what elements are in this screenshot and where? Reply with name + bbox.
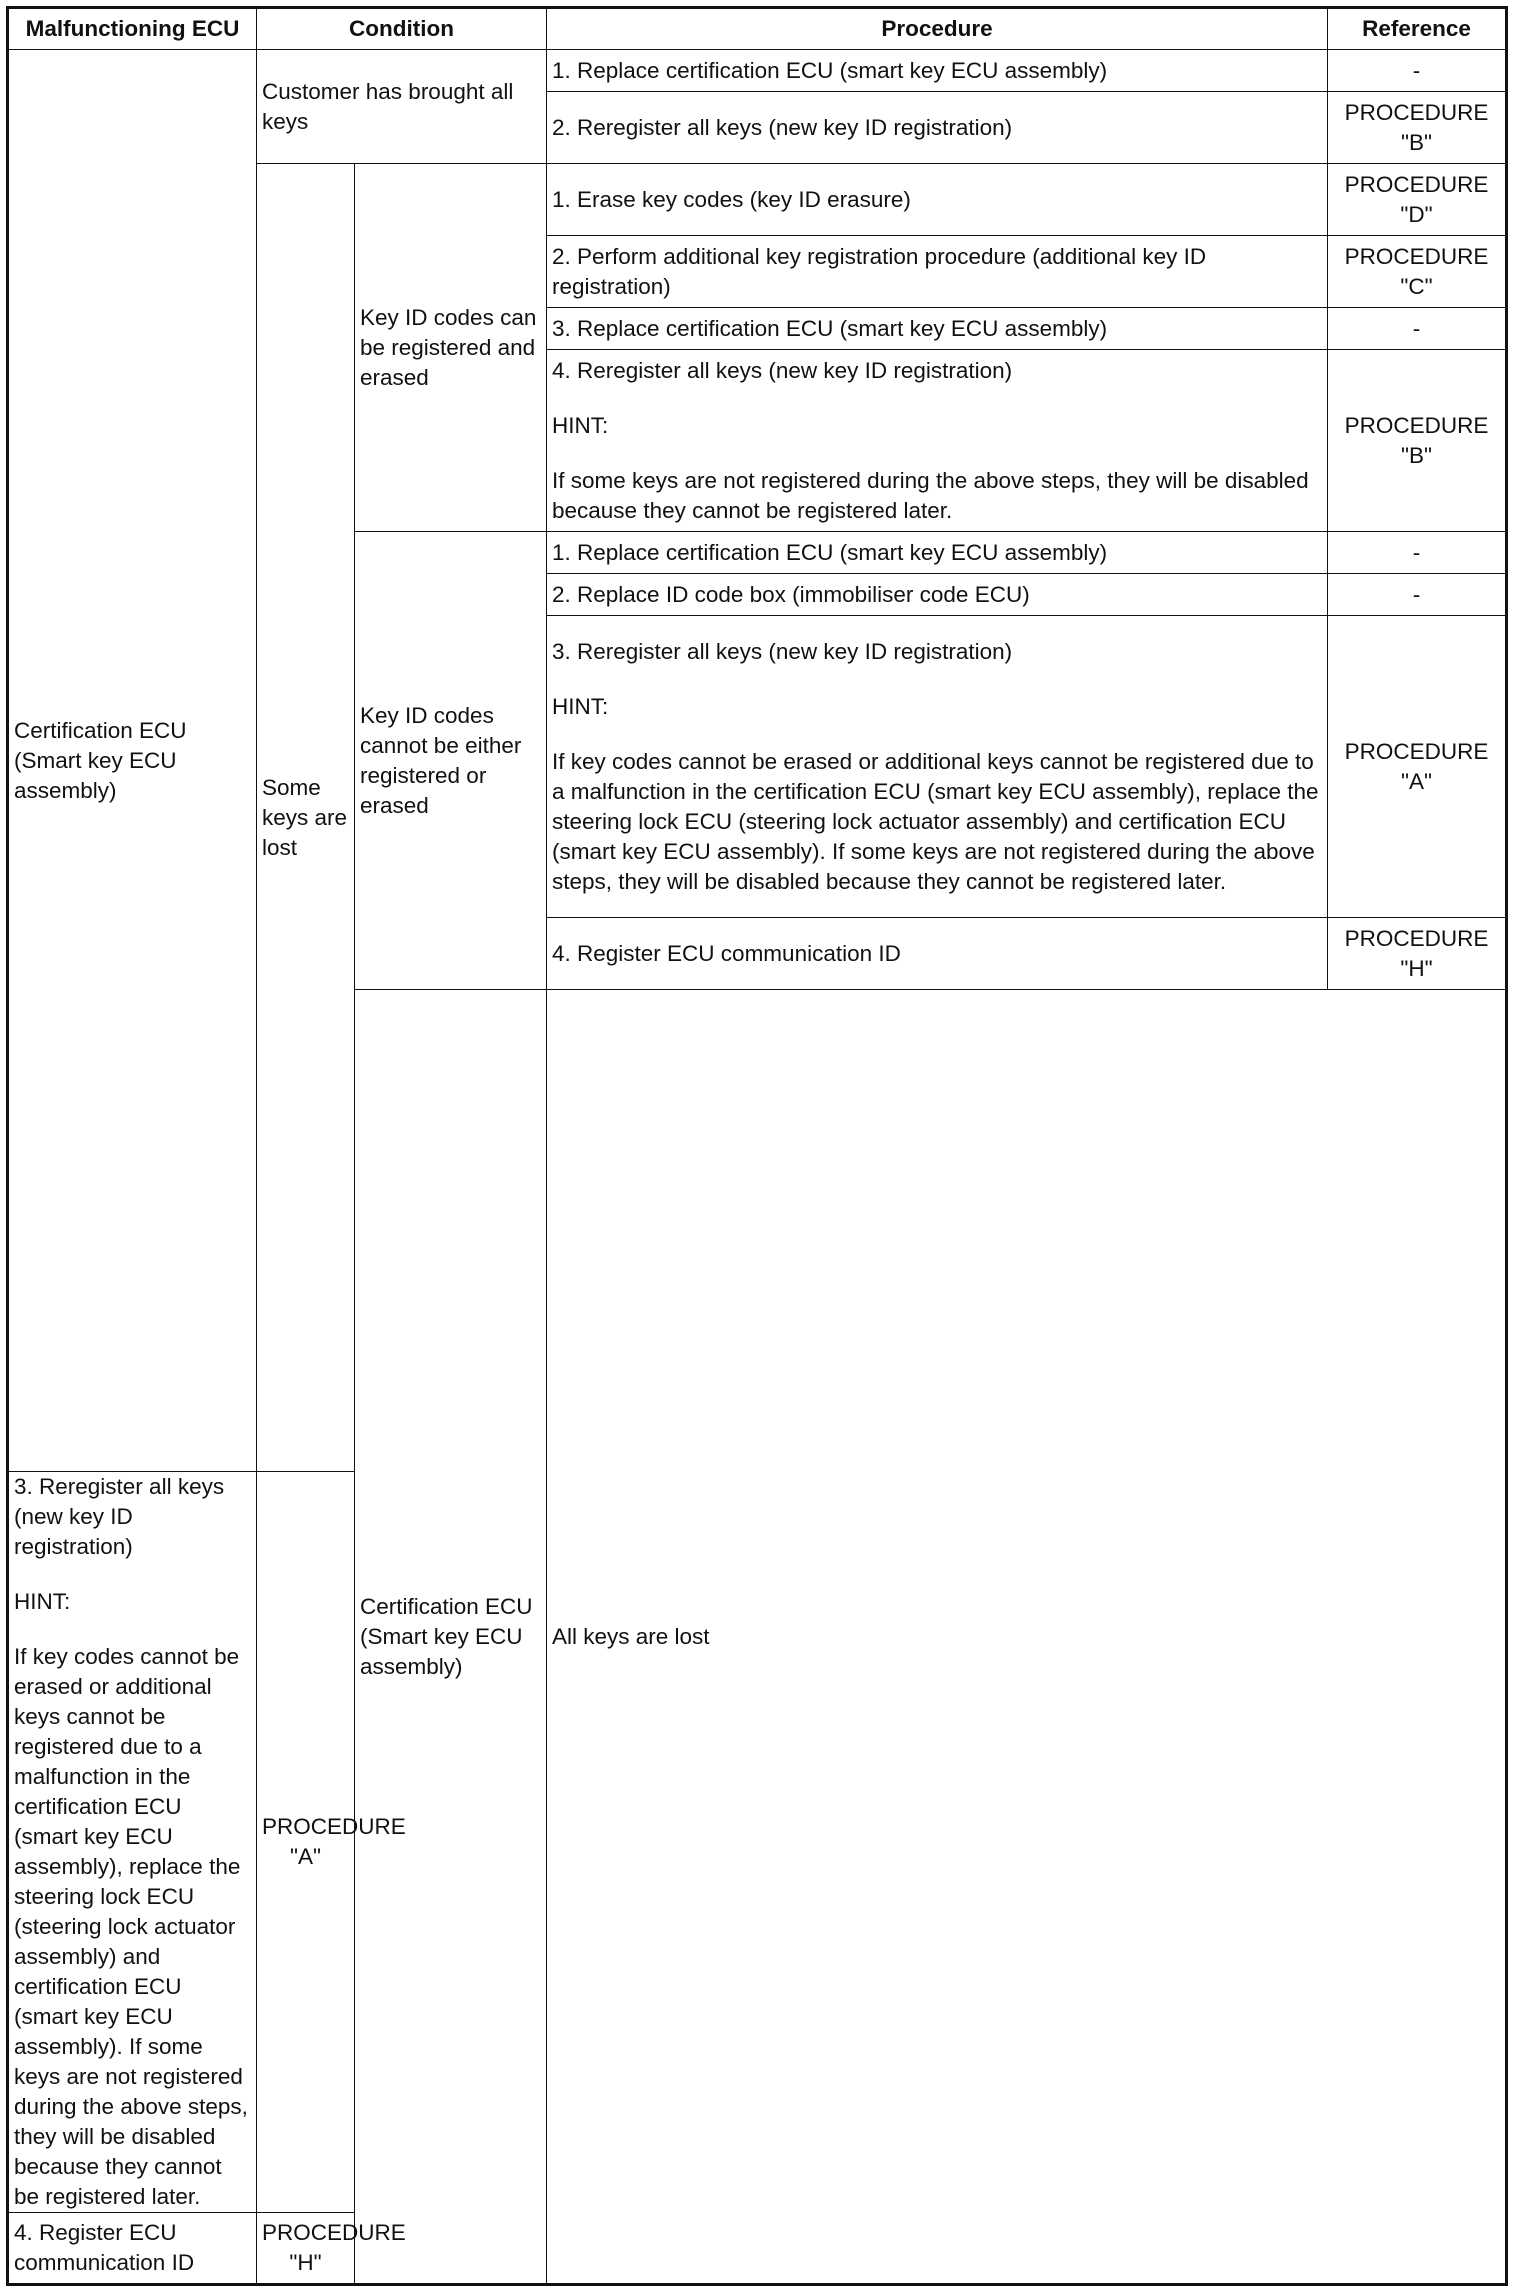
reference-cell (1506, 990, 1507, 1231)
reference-cell: - (1328, 574, 1506, 616)
reference-cell: PROCEDURE "D" (1328, 164, 1506, 236)
reference-cell: PROCEDURE "C" (1328, 236, 1506, 308)
reference-cell: PROCEDURE "H" (1328, 918, 1506, 990)
reference-cell: PROCEDURE "A" (1328, 616, 1506, 918)
step-text: 3. Reregister all keys (new key ID registration) (552, 638, 1013, 664)
hint-text: If key codes cannot be erased or additional keys cannot be registered due to a malfunction in the certification ECU (smart key ECU assembly), replace the steering lock ECU (steering lock actuator assembly) and certification ECU (smart key ECU assembly). If some keys are not registered during the above steps, they will be disabled because they cannot be registered later. (552, 748, 1319, 894)
reference-cell: PROCEDURE "B" (1328, 92, 1506, 164)
reference-cell: PROCEDURE "H" (257, 2213, 355, 2285)
procedure-step: 2. Reregister all keys (new key ID registration) (547, 92, 1328, 164)
header-reference: Reference (1328, 8, 1506, 50)
step-text: 3. Reregister all keys (new key ID registration) (14, 1474, 225, 1559)
procedure-step-with-hint (547, 350, 1328, 532)
procedure-step: 1. Replace certification ECU (smart key ECU assembly) (547, 532, 1328, 574)
reference-cell: - (1328, 50, 1506, 92)
header-procedure: Procedure (547, 8, 1328, 50)
procedure-step: 1. Erase key codes (key ID erasure) (547, 164, 1328, 236)
hint-label: HINT: (14, 1589, 71, 1614)
reference-cell (1506, 1231, 1507, 1472)
hint-label: HINT: (552, 693, 609, 719)
procedure-step: 3. Replace certification ECU (smart key ECU assembly) (547, 308, 1328, 350)
step-text: 4. Reregister all keys (new key ID registration) (552, 357, 1013, 383)
procedure-step: 4. Register ECU communication ID (8, 2213, 257, 2285)
reference-cell: PROCEDURE "A" (257, 1472, 355, 2213)
procedure-step: 4. Register ECU communication ID (547, 918, 1328, 990)
hint-text: If some keys are not registered during the above steps, they will be disabled because they cannot be registered later. (552, 467, 1309, 523)
procedure-step: 2. Perform additional key registration procedure (additional key ID registration) (547, 236, 1328, 308)
procedure-step-with-hint (8, 1472, 257, 2213)
sub-condition-cell: Key ID codes can be registered and erased (355, 164, 547, 532)
ecu-cell: Certification ECU (Smart key ECU assembly) (8, 50, 257, 1472)
table-row (8, 50, 1507, 92)
header-condition: Condition (257, 8, 547, 50)
header-row (8, 8, 1507, 50)
reference-cell: - (1328, 532, 1506, 574)
hint-label: HINT: (552, 412, 609, 438)
reference-cell: - (1328, 308, 1506, 350)
header-malfunctioning-ecu: Malfunctioning ECU (8, 8, 257, 50)
reference-cell: PROCEDURE "B" (1328, 350, 1506, 532)
procedure-step: 2. Replace ID code box (immobiliser code ECU) (547, 574, 1328, 616)
procedure-table (6, 6, 1508, 2286)
condition-cell: All keys are lost (547, 990, 1506, 2285)
condition-cell: Some keys are lost (257, 164, 355, 1472)
procedure-step: 1. Replace certification ECU (smart key ECU assembly) (547, 50, 1328, 92)
sub-condition-cell: Key ID codes cannot be either registered or erased (355, 532, 547, 990)
hint-text: If key codes cannot be erased or additional keys cannot be registered due to a malfunction in the certification ECU (smart key ECU assembly), replace the steering lock ECU (steering lock actuator assembly) and certification ECU (smart key ECU assembly). If some keys are not registered during the above steps, they will be disabled because they cannot be registered later. (14, 1644, 248, 2209)
condition-cell: Customer has brought all keys (257, 50, 547, 164)
ecu-cell: Certification ECU (Smart key ECU assembly) (355, 990, 547, 2285)
procedure-step-with-hint (547, 616, 1328, 918)
